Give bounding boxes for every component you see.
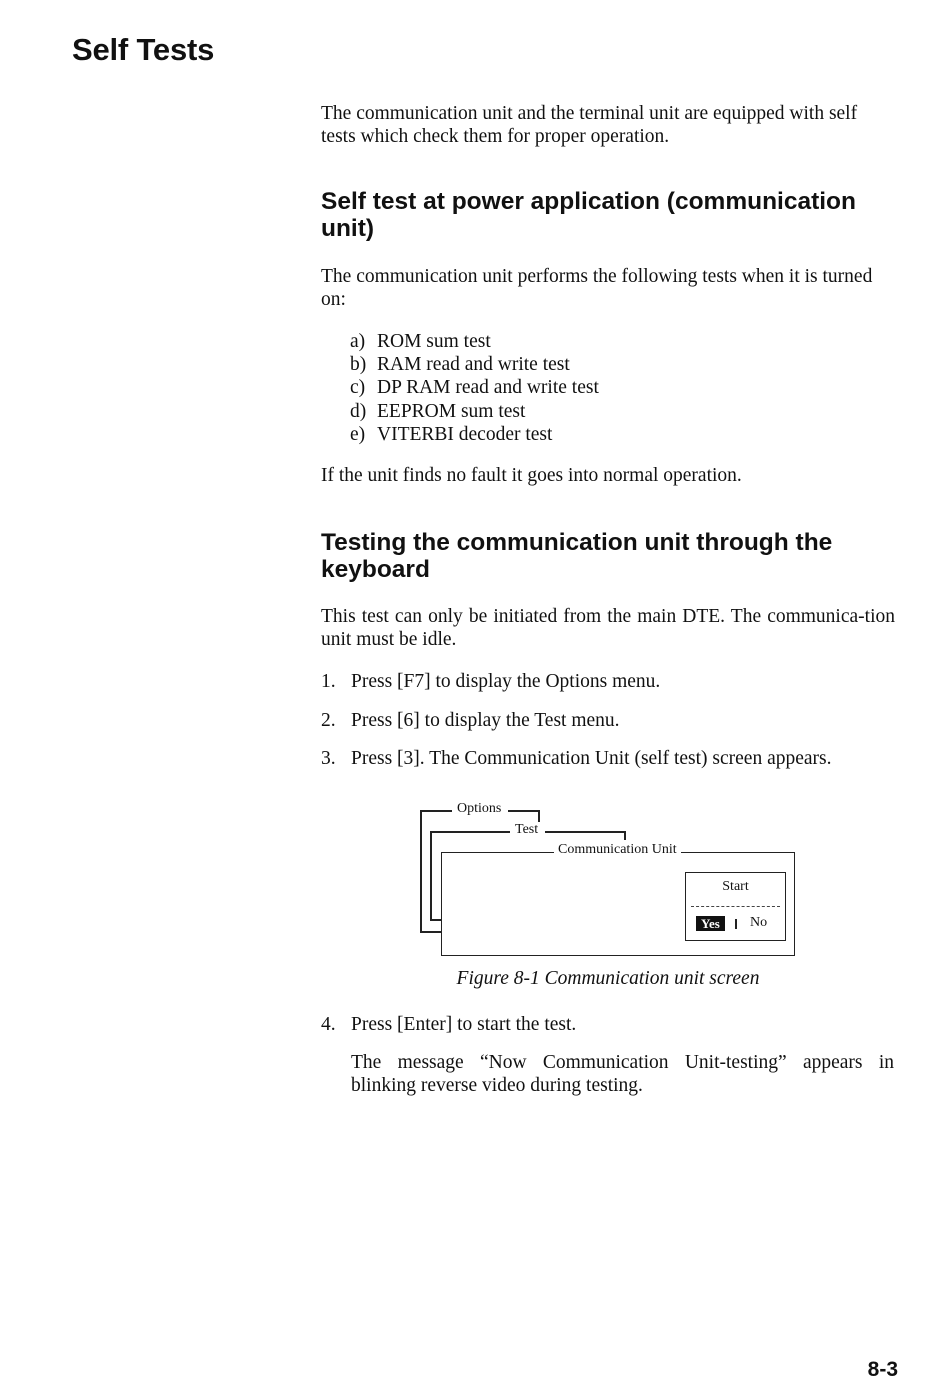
- test-menu-label: Test: [511, 822, 542, 838]
- intro-paragraph: The communication unit and the terminal unit are equipped with self tests which check them for proper operation.: [321, 103, 858, 147]
- step-item: 2. Press [6] to display the Test menu.: [321, 710, 620, 731]
- step-item: 1. Press [F7] to display the Options menu.: [321, 671, 661, 692]
- section-heading-keyboard-test: Testing the communication unit through the keyboard: [321, 529, 833, 583]
- section1-closing: If the unit finds no fault it goes into normal operation.: [321, 465, 742, 486]
- communication-unit-window-title: Communication Unit: [554, 842, 681, 858]
- step-item: 3. Press [3]. The Communication Unit (self test) screen appears.: [321, 748, 832, 769]
- section1-lead: The communication unit performs the following tests when it is turned on:: [321, 266, 873, 310]
- start-dialog-title: Start: [722, 879, 749, 894]
- list-item: a) ROM sum test: [350, 331, 491, 352]
- communication-unit-figure: [415, 800, 800, 960]
- list-item: e) VITERBI decoder test: [350, 423, 553, 445]
- no-button[interactable]: No: [750, 915, 768, 930]
- communication-unit-window: [441, 852, 795, 956]
- cursor-marker: [735, 919, 737, 929]
- list-item: d) EEPROM sum test: [350, 400, 526, 422]
- testing-note: The message “Now Communication Unit-testing” appears in blinking reverse video during testing.: [351, 1052, 894, 1096]
- section-heading-power-test: Self test at power application (communication unit): [321, 188, 856, 242]
- step-item: 4. Press [Enter] to start the test.: [321, 1014, 577, 1035]
- start-dialog: [685, 872, 786, 941]
- list-item: b) RAM read and write test: [350, 354, 570, 376]
- options-menu-label: Options: [453, 801, 505, 817]
- page-number: 8-3: [867, 1358, 898, 1381]
- test-list: [350, 330, 599, 446]
- divider: [691, 906, 780, 907]
- page-title: Self Tests: [72, 32, 215, 67]
- section2-lead: This test can only be initiated from the main DTE. The communica-tion unit must be idle.: [321, 606, 895, 650]
- yes-button[interactable]: Yes: [696, 916, 725, 931]
- list-item: c) DP RAM read and write test: [350, 377, 599, 399]
- figure-caption: Figure 8-1 Communication unit screen: [456, 968, 760, 989]
